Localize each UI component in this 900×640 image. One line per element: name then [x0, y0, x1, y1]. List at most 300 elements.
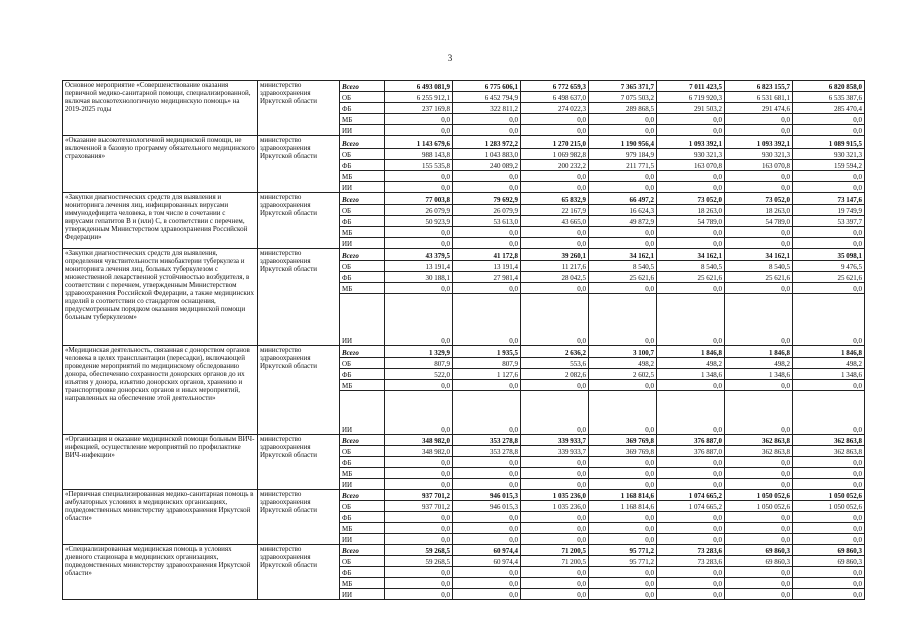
table-row [63, 136, 865, 149]
amount-cell: 0,0 [453, 380, 521, 391]
amount-cell: 54 789,0 [657, 216, 725, 227]
amount-cell: 946 015,3 [453, 490, 521, 501]
amount-cell: 498,2 [793, 358, 865, 369]
amount-cell: 60 974,4 [453, 556, 521, 567]
amount-cell: 0,0 [521, 380, 589, 391]
amount-cell: 0,0 [385, 380, 453, 391]
funding-source: ИИ [340, 125, 385, 136]
amount-cell: 0,0 [589, 512, 657, 523]
amount-cell: 8 540,5 [589, 261, 657, 272]
funding-source: ОБ [340, 205, 385, 216]
amount-cell: 0,0 [657, 391, 725, 435]
amount-cell: 0,0 [385, 468, 453, 479]
amount-cell: 0,0 [521, 523, 589, 534]
funding-source: ИИ [340, 589, 385, 600]
amount-cell: 0,0 [453, 534, 521, 545]
amount-cell: 362 863,8 [793, 446, 865, 457]
amount-cell: 0,0 [657, 457, 725, 468]
amount-cell: 41 172,8 [453, 249, 521, 261]
funding-source: ОБ [340, 556, 385, 567]
amount-cell: 95 771,2 [589, 556, 657, 567]
amount-cell: 362 863,8 [725, 435, 793, 446]
amount-cell: 0,0 [793, 512, 865, 523]
funding-source: МБ [340, 171, 385, 182]
activity-description: «Закупки диагностических средств для выявления и мониторинга лечения лиц, инфицированных вирусами иммунодефицита человека, в том числе в сочетании с вирусами гепатитов B и (или) C, в соответствии с перечнем, утвержденным Министерством здравоохранения Российской Федерации» [63, 193, 258, 249]
amount-cell: 376 887,0 [657, 435, 725, 446]
amount-cell: 0,0 [521, 125, 589, 136]
amount-cell: 285 470,4 [793, 103, 865, 114]
amount-cell: 18 263,0 [725, 205, 793, 216]
amount-cell: 0,0 [589, 479, 657, 490]
amount-cell: 0,0 [385, 125, 453, 136]
amount-cell: 0,0 [725, 294, 793, 346]
responsible-executor: министерство здравоохранения Иркутской области [258, 249, 340, 346]
amount-cell: 322 811,2 [453, 103, 521, 114]
amount-cell: 0,0 [793, 294, 865, 346]
amount-cell: 0,0 [793, 534, 865, 545]
funding-source: ФБ [340, 103, 385, 114]
amount-cell: 28 042,5 [521, 272, 589, 283]
amount-cell: 26 079,9 [453, 205, 521, 216]
amount-cell: 376 887,0 [657, 446, 725, 457]
amount-cell: 0,0 [589, 457, 657, 468]
funding-source: Всего [340, 490, 385, 501]
amount-cell: 43 379,5 [385, 249, 453, 261]
amount-cell: 0,0 [521, 534, 589, 545]
amount-cell: 1 348,6 [793, 369, 865, 380]
amount-cell: 0,0 [725, 468, 793, 479]
amount-cell: 0,0 [657, 523, 725, 534]
table-row [63, 81, 865, 92]
amount-cell: 937 701,2 [385, 501, 453, 512]
amount-cell: 0,0 [657, 114, 725, 125]
amount-cell: 1 935,5 [453, 346, 521, 358]
amount-cell: 0,0 [793, 391, 865, 435]
amount-cell: 0,0 [385, 534, 453, 545]
responsible-executor: министерство здравоохранения Иркутской области [258, 346, 340, 435]
amount-cell: 0,0 [589, 294, 657, 346]
amount-cell: 348 982,0 [385, 435, 453, 446]
amount-cell: 0,0 [657, 534, 725, 545]
amount-cell: 1 846,8 [657, 346, 725, 358]
amount-cell: 0,0 [589, 125, 657, 136]
funding-source: ФБ [340, 160, 385, 171]
amount-cell: 0,0 [589, 171, 657, 182]
amount-cell: 73 052,0 [725, 193, 793, 205]
amount-cell: 6 498 637,0 [521, 92, 589, 103]
funding-source: ОБ [340, 501, 385, 512]
amount-cell: 0,0 [657, 479, 725, 490]
amount-cell: 30 188,1 [385, 272, 453, 283]
amount-cell: 0,0 [385, 114, 453, 125]
amount-cell: 18 263,0 [657, 205, 725, 216]
funding-source: Всего [340, 136, 385, 149]
amount-cell: 553,6 [521, 358, 589, 369]
amount-cell: 291 503,2 [657, 103, 725, 114]
amount-cell: 353 278,8 [453, 435, 521, 446]
amount-cell: 1 069 982,8 [521, 149, 589, 160]
amount-cell: 0,0 [657, 589, 725, 600]
amount-cell: 0,0 [657, 512, 725, 523]
amount-cell: 1 283 972,2 [453, 136, 521, 149]
amount-cell: 0,0 [589, 227, 657, 238]
amount-cell: 0,0 [453, 457, 521, 468]
amount-cell: 1 035 236,0 [521, 501, 589, 512]
funding-source: Всего [340, 249, 385, 261]
amount-cell: 1 035 236,0 [521, 490, 589, 501]
activity-description: Основное мероприятие «Совершенствование оказания первичной медико-санитарной помощи, специализированной, включая высокотехнологичную медицинскую помощь» на 2019-2025 годы [63, 81, 258, 136]
amount-cell: 0,0 [725, 479, 793, 490]
amount-cell: 35 098,1 [793, 249, 865, 261]
amount-cell: 0,0 [793, 380, 865, 391]
amount-cell: 53 397,7 [793, 216, 865, 227]
amount-cell: 0,0 [385, 567, 453, 578]
amount-cell: 73 052,0 [657, 193, 725, 205]
amount-cell: 0,0 [793, 125, 865, 136]
amount-cell: 498,2 [589, 358, 657, 369]
funding-source: ОБ [340, 446, 385, 457]
table-row [63, 193, 865, 205]
amount-cell: 2 636,2 [521, 346, 589, 358]
amount-cell: 71 200,5 [521, 556, 589, 567]
amount-cell: 50 923,9 [385, 216, 453, 227]
amount-cell: 0,0 [521, 578, 589, 589]
funding-source: ОБ [340, 149, 385, 160]
amount-cell: 339 933,7 [521, 435, 589, 446]
amount-cell: 0,0 [385, 523, 453, 534]
funding-source: Всего [340, 193, 385, 205]
amount-cell: 0,0 [453, 294, 521, 346]
amount-cell: 498,2 [657, 358, 725, 369]
amount-cell: 0,0 [725, 457, 793, 468]
amount-cell: 0,0 [521, 171, 589, 182]
funding-source: ИИ [340, 238, 385, 249]
amount-cell: 1 093 392,1 [725, 136, 793, 149]
amount-cell: 0,0 [657, 227, 725, 238]
amount-cell: 6 531 681,1 [725, 92, 793, 103]
funding-source: ФБ [340, 369, 385, 380]
amount-cell: 0,0 [385, 512, 453, 523]
amount-cell: 362 863,8 [793, 435, 865, 446]
amount-cell: 0,0 [657, 578, 725, 589]
funding-source: Всего [340, 346, 385, 358]
funding-source: ФБ [340, 567, 385, 578]
amount-cell: 6 535 387,6 [793, 92, 865, 103]
amount-cell: 7 365 371,7 [589, 81, 657, 92]
amount-cell: 2 602,5 [589, 369, 657, 380]
amount-cell: 522,0 [385, 369, 453, 380]
amount-cell: 0,0 [589, 578, 657, 589]
funding-source: ФБ [340, 216, 385, 227]
activity-description: «Первичная специализированная медико-санитарная помощь в амбулаторных условиях в медицинских организациях, подведомственных министерству здравоохранения Иркутской области» [63, 490, 258, 545]
amount-cell: 0,0 [385, 578, 453, 589]
amount-cell: 0,0 [521, 294, 589, 346]
page-number: 3 [447, 53, 453, 63]
amount-cell: 0,0 [385, 589, 453, 600]
amount-cell: 979 184,9 [589, 149, 657, 160]
amount-cell: 930 321,3 [793, 149, 865, 160]
funding-source: ОБ [340, 92, 385, 103]
amount-cell: 1 050 052,6 [725, 501, 793, 512]
table-row [63, 545, 865, 556]
amount-cell: 0,0 [793, 479, 865, 490]
amount-cell: 49 872,9 [589, 216, 657, 227]
funding-source: МБ [340, 283, 385, 294]
responsible-executor: министерство здравоохранения Иркутской области [258, 81, 340, 136]
amount-cell: 25 621,6 [725, 272, 793, 283]
funding-source: Всего [340, 435, 385, 446]
amount-cell: 0,0 [657, 171, 725, 182]
table-row [63, 249, 865, 261]
amount-cell: 0,0 [453, 567, 521, 578]
amount-cell: 0,0 [521, 468, 589, 479]
funding-source: ИИ [340, 182, 385, 193]
funding-source: МБ [340, 578, 385, 589]
funding-source: ИИ [340, 294, 385, 346]
amount-cell: 369 769,8 [589, 435, 657, 446]
amount-cell: 155 535,8 [385, 160, 453, 171]
amount-cell: 6 775 606,1 [453, 81, 521, 92]
funding-source: МБ [340, 114, 385, 125]
amount-cell: 53 613,0 [453, 216, 521, 227]
amount-cell: 73 283,6 [657, 545, 725, 556]
amount-cell: 0,0 [657, 125, 725, 136]
amount-cell: 11 217,6 [521, 261, 589, 272]
amount-cell: 43 665,0 [521, 216, 589, 227]
funding-source: ОБ [340, 358, 385, 369]
amount-cell: 211 771,5 [589, 160, 657, 171]
amount-cell: 0,0 [453, 182, 521, 193]
amount-cell: 362 863,8 [725, 446, 793, 457]
responsible-executor: министерство здравоохранения Иркутской области [258, 545, 340, 600]
amount-cell: 0,0 [793, 567, 865, 578]
activity-description: «Оказание высокотехнологичной медицинской помощи, не включенной в базовую программу обязательного медицинского страхования» [63, 136, 258, 193]
funding-source: ФБ [340, 272, 385, 283]
amount-cell: 0,0 [589, 114, 657, 125]
amount-cell: 95 771,2 [589, 545, 657, 556]
amount-cell: 0,0 [589, 567, 657, 578]
amount-cell: 2 082,6 [521, 369, 589, 380]
amount-cell: 73 283,6 [657, 556, 725, 567]
amount-cell: 3 100,7 [589, 346, 657, 358]
amount-cell: 6 255 912,1 [385, 92, 453, 103]
amount-cell: 200 232,2 [521, 160, 589, 171]
amount-cell: 946 015,3 [453, 501, 521, 512]
amount-cell: 71 200,5 [521, 545, 589, 556]
amount-cell: 1 093 392,1 [657, 136, 725, 149]
amount-cell: 0,0 [385, 479, 453, 490]
amount-cell: 0,0 [725, 171, 793, 182]
amount-cell: 69 860,3 [793, 545, 865, 556]
amount-cell: 65 832,9 [521, 193, 589, 205]
amount-cell: 0,0 [725, 512, 793, 523]
amount-cell: 69 860,3 [725, 556, 793, 567]
amount-cell: 0,0 [589, 523, 657, 534]
amount-cell: 0,0 [793, 283, 865, 294]
responsible-executor: министерство здравоохранения Иркутской области [258, 136, 340, 193]
amount-cell: 7 075 503,2 [589, 92, 657, 103]
amount-cell: 0,0 [725, 125, 793, 136]
amount-cell: 348 982,0 [385, 446, 453, 457]
amount-cell: 0,0 [453, 589, 521, 600]
amount-cell: 25 621,6 [589, 272, 657, 283]
amount-cell: 0,0 [725, 391, 793, 435]
amount-cell: 0,0 [589, 380, 657, 391]
amount-cell: 25 621,6 [793, 272, 865, 283]
funding-source: МБ [340, 227, 385, 238]
funding-source: ОБ [340, 261, 385, 272]
funding-source: МБ [340, 380, 385, 391]
amount-cell: 0,0 [793, 578, 865, 589]
amount-cell: 39 260,1 [521, 249, 589, 261]
amount-cell: 937 701,2 [385, 490, 453, 501]
amount-cell: 1 050 052,6 [725, 490, 793, 501]
amount-cell: 0,0 [589, 238, 657, 249]
amount-cell: 16 624,3 [589, 205, 657, 216]
amount-cell: 34 162,1 [589, 249, 657, 261]
amount-cell: 0,0 [385, 457, 453, 468]
amount-cell: 1 089 915,5 [793, 136, 865, 149]
amount-cell: 6 823 155,7 [725, 81, 793, 92]
activity-description: «Организация и оказание медицинской помощи больным ВИЧ-инфекцией, осуществление мероприятий по профилактике ВИЧ-инфекции» [63, 435, 258, 490]
amount-cell: 0,0 [657, 294, 725, 346]
amount-cell: 0,0 [453, 391, 521, 435]
amount-cell: 0,0 [793, 589, 865, 600]
amount-cell: 1 846,8 [725, 346, 793, 358]
amount-cell: 0,0 [453, 171, 521, 182]
funding-source: ИИ [340, 391, 385, 435]
amount-cell: 69 860,3 [793, 556, 865, 567]
amount-cell: 0,0 [725, 578, 793, 589]
amount-cell: 22 167,9 [521, 205, 589, 216]
amount-cell: 0,0 [793, 468, 865, 479]
amount-cell: 25 621,6 [657, 272, 725, 283]
amount-cell: 0,0 [385, 238, 453, 249]
amount-cell: 9 476,5 [793, 261, 865, 272]
amount-cell: 0,0 [657, 468, 725, 479]
amount-cell: 59 268,5 [385, 556, 453, 567]
amount-cell: 1 074 665,2 [657, 501, 725, 512]
amount-cell: 353 278,8 [453, 446, 521, 457]
budget-table [62, 80, 865, 600]
amount-cell: 0,0 [657, 238, 725, 249]
amount-cell: 0,0 [589, 182, 657, 193]
amount-cell: 339 933,7 [521, 446, 589, 457]
amount-cell: 0,0 [725, 589, 793, 600]
amount-cell: 0,0 [385, 294, 453, 346]
amount-cell: 0,0 [453, 125, 521, 136]
responsible-executor: министерство здравоохранения Иркутской области [258, 490, 340, 545]
amount-cell: 66 497,2 [589, 193, 657, 205]
responsible-executor: министерство здравоохранения Иркутской области [258, 193, 340, 249]
amount-cell: 0,0 [589, 468, 657, 479]
table-row [63, 346, 865, 358]
amount-cell: 34 162,1 [725, 249, 793, 261]
amount-cell: 27 981,4 [453, 272, 521, 283]
amount-cell: 0,0 [453, 512, 521, 523]
amount-cell: 807,9 [453, 358, 521, 369]
amount-cell: 369 769,8 [589, 446, 657, 457]
amount-cell: 0,0 [521, 227, 589, 238]
amount-cell: 0,0 [657, 567, 725, 578]
amount-cell: 60 974,4 [453, 545, 521, 556]
amount-cell: 0,0 [793, 227, 865, 238]
amount-cell: 0,0 [725, 380, 793, 391]
funding-source: ИИ [340, 534, 385, 545]
amount-cell: 289 868,5 [589, 103, 657, 114]
amount-cell: 6 772 659,3 [521, 81, 589, 92]
funding-source: МБ [340, 523, 385, 534]
amount-cell: 59 268,5 [385, 545, 453, 556]
amount-cell: 0,0 [521, 512, 589, 523]
amount-cell: 159 594,2 [793, 160, 865, 171]
amount-cell: 1 050 052,6 [793, 490, 865, 501]
funding-source: МБ [340, 468, 385, 479]
amount-cell: 0,0 [793, 171, 865, 182]
amount-cell: 1 348,6 [657, 369, 725, 380]
amount-cell: 0,0 [385, 182, 453, 193]
amount-cell: 0,0 [725, 238, 793, 249]
amount-cell: 0,0 [521, 457, 589, 468]
amount-cell: 0,0 [521, 238, 589, 249]
amount-cell: 0,0 [453, 468, 521, 479]
amount-cell: 1 143 679,6 [385, 136, 453, 149]
amount-cell: 1 168 814,6 [589, 490, 657, 501]
amount-cell: 0,0 [385, 391, 453, 435]
amount-cell: 291 474,6 [725, 103, 793, 114]
amount-cell: 0,0 [589, 589, 657, 600]
amount-cell: 7 011 423,5 [657, 81, 725, 92]
amount-cell: 1 168 814,6 [589, 501, 657, 512]
amount-cell: 0,0 [589, 283, 657, 294]
amount-cell: 0,0 [385, 283, 453, 294]
amount-cell: 240 089,2 [453, 160, 521, 171]
amount-cell: 79 692,9 [453, 193, 521, 205]
amount-cell: 1 270 215,0 [521, 136, 589, 149]
amount-cell: 1 846,8 [793, 346, 865, 358]
amount-cell: 8 540,5 [657, 261, 725, 272]
amount-cell: 6 493 081,9 [385, 81, 453, 92]
amount-cell: 0,0 [589, 534, 657, 545]
amount-cell: 0,0 [385, 227, 453, 238]
responsible-executor: министерство здравоохранения Иркутской области [258, 435, 340, 490]
amount-cell: 26 079,9 [385, 205, 453, 216]
amount-cell: 0,0 [589, 391, 657, 435]
amount-cell: 237 169,8 [385, 103, 453, 114]
amount-cell: 8 540,5 [725, 261, 793, 272]
amount-cell: 0,0 [453, 523, 521, 534]
activity-description: «Закупки диагностических средств для выявления, определения чувствительности микобактерии туберкулеза и мониторинга лечения лиц, больных туберкулезом с множественной лекарственной устойчивостью возбудителя, в соответствии с перечнем, утвержденным Министерством здравоохранения Российской Федерации, а также медицинских изделий в соответствии со стандартом оснащения, предусмотренным порядком оказания медицинской помощи больным туберкулезом» [63, 249, 258, 346]
amount-cell: 163 070,8 [657, 160, 725, 171]
amount-cell: 807,9 [385, 358, 453, 369]
amount-cell: 0,0 [657, 283, 725, 294]
amount-cell: 930 321,3 [657, 149, 725, 160]
amount-cell: 19 749,9 [793, 205, 865, 216]
amount-cell: 1 329,9 [385, 346, 453, 358]
amount-cell: 0,0 [725, 523, 793, 534]
amount-cell: 0,0 [521, 283, 589, 294]
amount-cell: 274 022,3 [521, 103, 589, 114]
amount-cell: 498,2 [725, 358, 793, 369]
amount-cell: 0,0 [453, 283, 521, 294]
amount-cell: 0,0 [657, 182, 725, 193]
amount-cell: 1 127,6 [453, 369, 521, 380]
amount-cell: 0,0 [657, 380, 725, 391]
amount-cell: 0,0 [453, 479, 521, 490]
amount-cell: 1 190 956,4 [589, 136, 657, 149]
amount-cell: 0,0 [793, 523, 865, 534]
funding-source: Всего [340, 81, 385, 92]
